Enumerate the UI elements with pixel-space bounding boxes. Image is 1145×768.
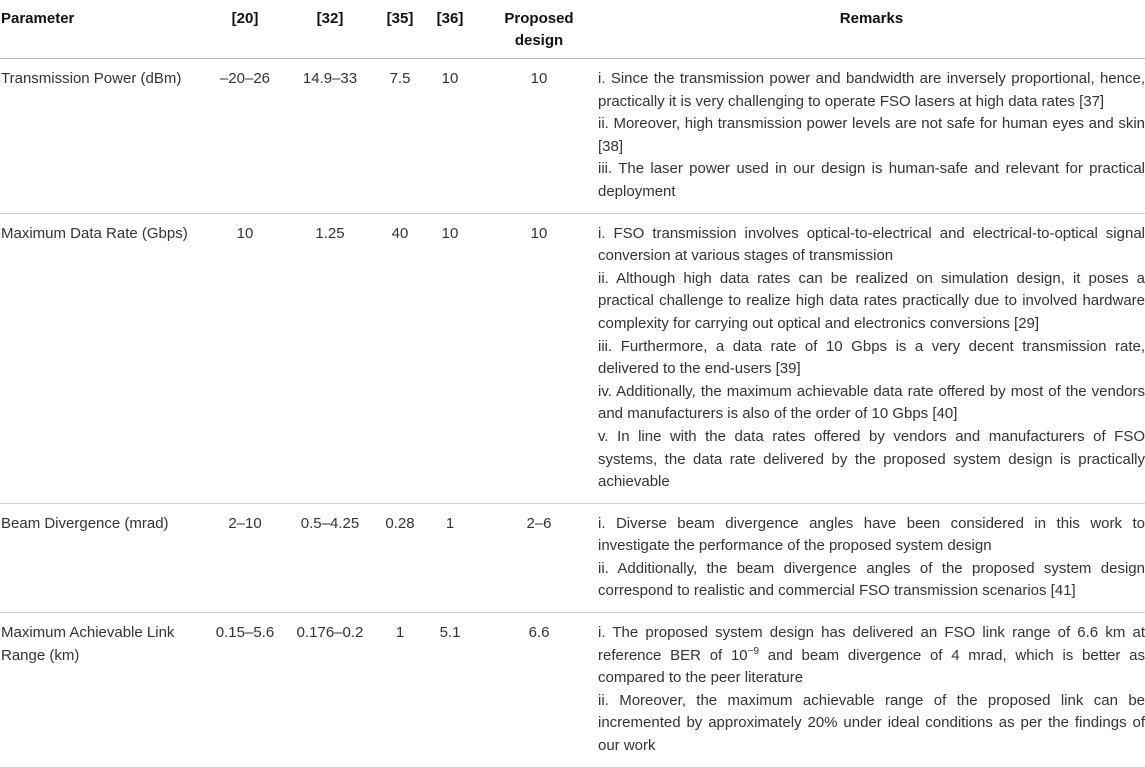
remark-item <box>598 622 1145 690</box>
remark-item: i. FSO transmission involves optical-to-electrical and electrical-to-optical signal conversion at various stages of transmission <box>598 224 1145 265</box>
cell-ref35: 0.28 <box>380 503 420 612</box>
table-body <box>0 59 1145 768</box>
cell-remarks <box>598 613 1145 768</box>
cell-ref35: 7.5 <box>380 59 420 214</box>
cell-ref36: 10 <box>420 213 480 503</box>
cell-ref32: 0.176–0.2 <box>280 613 380 768</box>
table-row <box>0 613 1145 768</box>
remark-item: ii. Moreover, high transmission power levels are not safe for human eyes and skin [38] <box>598 115 1145 155</box>
remark-text-after: and beam divergence of 4 mrad, which is better as compared to the peer literature <box>598 646 1145 687</box>
table-row <box>0 59 1145 214</box>
cell-ref20: 10 <box>210 213 280 503</box>
cell-remarks <box>598 503 1145 612</box>
header-parameter: Parameter <box>0 0 210 59</box>
cell-ref36: 5.1 <box>420 613 480 768</box>
header-ref20: [20] <box>210 0 280 59</box>
remark-exponent: −9 <box>747 645 760 657</box>
remark-item: ii. Although high data rates can be realized on simulation design, it poses a practical challenge to realize high data rates practically due to involved hardware complexity for carrying out optical and electronics conversions [29] <box>598 269 1145 332</box>
remark-text-before: i. The proposed system design has delivered an FSO link range of 6.6 km at reference BER of 10 <box>598 624 1145 664</box>
cell-proposed: 2–6 <box>480 503 598 612</box>
cell-remarks <box>598 213 1145 503</box>
table-row <box>0 503 1145 612</box>
remark-item: iv. Additionally, the maximum achievable data rate offered by most of the vendors and manufacturers is also of the order of 10 Gbps [40] <box>598 382 1145 423</box>
cell-remarks <box>598 59 1145 214</box>
cell-ref32: 1.25 <box>280 213 380 503</box>
remark-item: i. Since the transmission power and bandwidth are inversely proportional, hence, practically it is very challenging to operate FSO lasers at high data rates [37] <box>598 70 1145 110</box>
header-proposed-design: Proposed design <box>480 0 598 59</box>
cell-ref32: 14.9–33 <box>280 59 380 214</box>
table-row <box>0 213 1145 503</box>
remark-item: iii. Furthermore, a data rate of 10 Gbps is a very decent transmission rate, delivered to the end-users [39] <box>598 337 1145 378</box>
cell-ref35: 1 <box>380 613 420 768</box>
cell-parameter: Transmission Power (dBm) <box>0 59 210 214</box>
cell-proposed: 10 <box>480 213 598 503</box>
header-ref32: [32] <box>280 0 380 59</box>
header-remarks: Remarks <box>598 0 1145 59</box>
cell-parameter: Maximum Achievable Link Range (km) <box>0 613 210 768</box>
cell-ref20: –20–26 <box>210 59 280 214</box>
remark-item: ii. Additionally, the beam divergence angles of the proposed system design correspond to realistic and commercial FSO transmission scenarios [41] <box>598 559 1145 600</box>
header-row <box>0 0 1145 59</box>
remark-item: iii. The laser power used in our design is human-safe and relevant for practical deployment <box>598 160 1145 200</box>
table-header <box>0 0 1145 59</box>
cell-ref20: 0.15–5.6 <box>210 613 280 768</box>
cell-proposed: 6.6 <box>480 613 598 768</box>
header-ref35: [35] <box>380 0 420 59</box>
remark-item: i. Diverse beam divergence angles have been considered in this work to investigate the performance of the proposed system design <box>598 514 1145 555</box>
cell-proposed: 10 <box>480 59 598 214</box>
remark-item: ii. Moreover, the maximum achievable range of the proposed link can be incremented by approximately 20% under ideal conditions as per the findings of our work <box>598 691 1145 755</box>
cell-ref32: 0.5–4.25 <box>280 503 380 612</box>
cell-parameter: Beam Divergence (mrad) <box>0 503 210 612</box>
header-ref36: [36] <box>420 0 480 59</box>
cell-ref36: 10 <box>420 59 480 214</box>
cell-parameter: Maximum Data Rate (Gbps) <box>0 213 210 503</box>
remark-item: v. In line with the data rates offered by vendors and manufacturers of FSO systems, the data rate delivered by the proposed system design is practically achievable <box>598 427 1145 491</box>
cell-ref35: 40 <box>380 213 420 503</box>
cell-ref20: 2–10 <box>210 503 280 612</box>
cell-ref36: 1 <box>420 503 480 612</box>
